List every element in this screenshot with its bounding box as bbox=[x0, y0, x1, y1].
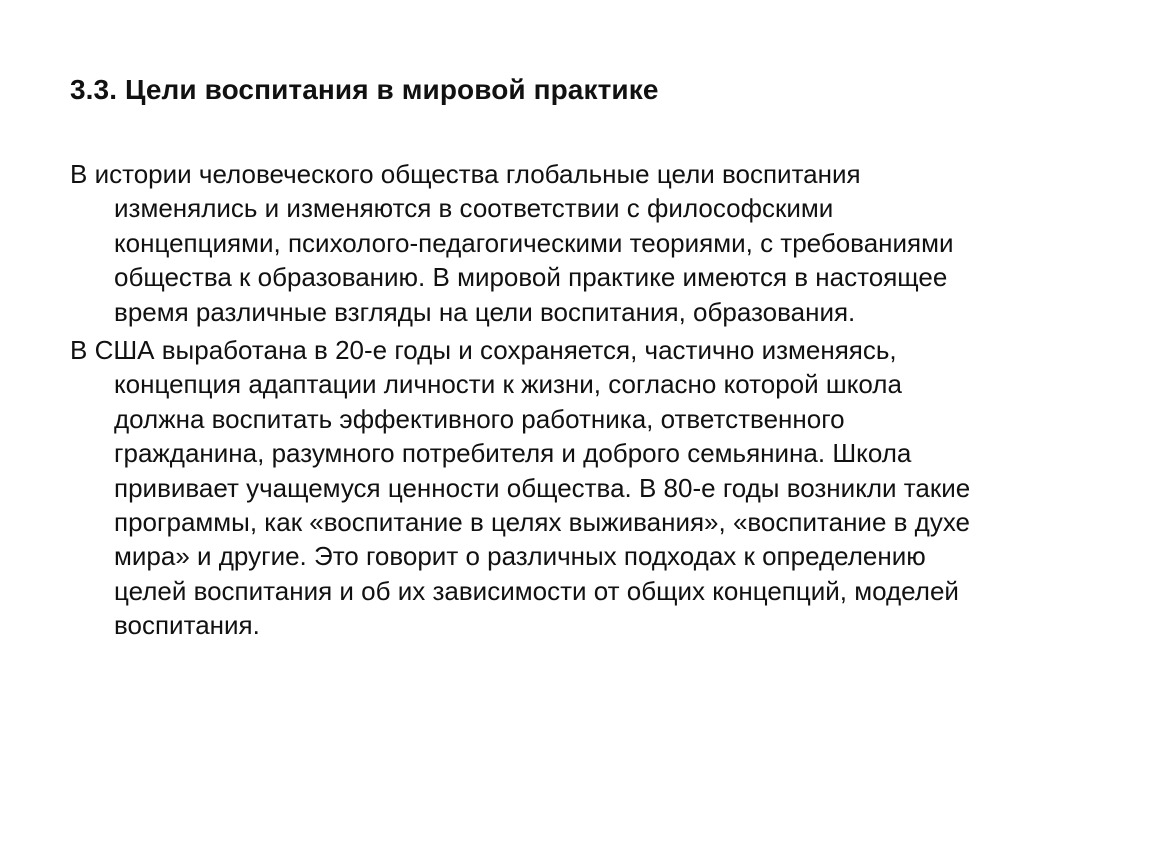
paragraph-line: В истории человеческого общества глобальные цели воспитания bbox=[70, 159, 861, 189]
paragraph-line: гражданина, разумного потребителя и доброго семьянина. Школа bbox=[114, 438, 912, 469]
paragraph-line: общества к образованию. В мировой практике имеются в настоящее bbox=[114, 262, 948, 293]
slide-body bbox=[70, 157, 1090, 647]
paragraph-line: концепция адаптации личности к жизни, согласно которой школа bbox=[114, 369, 902, 400]
paragraph-line: В США выработана в 20-е годы и сохраняется, частично изменяясь, bbox=[70, 335, 897, 366]
paragraph-usa bbox=[70, 333, 1090, 643]
paragraph-line: воспитания. bbox=[114, 610, 260, 641]
paragraph-history bbox=[70, 157, 1090, 329]
paragraph-line: программы, как «воспитание в целях выживания», «воспитание в духе bbox=[114, 507, 971, 538]
paragraph-line: время различные взгляды на цели воспитания, образования. bbox=[114, 296, 856, 327]
paragraph-line: мира» и другие. Это говорит о различных подходах к определению bbox=[114, 541, 926, 572]
slide-title: 3.3. Цели воспитания в мировой практике bbox=[70, 74, 659, 105]
paragraph-line: должна воспитать эффективного работника, ответственного bbox=[114, 403, 845, 434]
paragraph-line: целей воспитания и об их зависимости от общих концепций, моделей bbox=[114, 575, 959, 606]
paragraph-line: изменялись и изменяются в соответствии с философскими bbox=[114, 193, 834, 224]
paragraph-line: концепциями, психолого-педагогическими теориями, с требованиями bbox=[114, 227, 954, 258]
paragraph-line: прививает учащемуся ценности общества. В 80-е годы возникли такие bbox=[114, 472, 971, 503]
